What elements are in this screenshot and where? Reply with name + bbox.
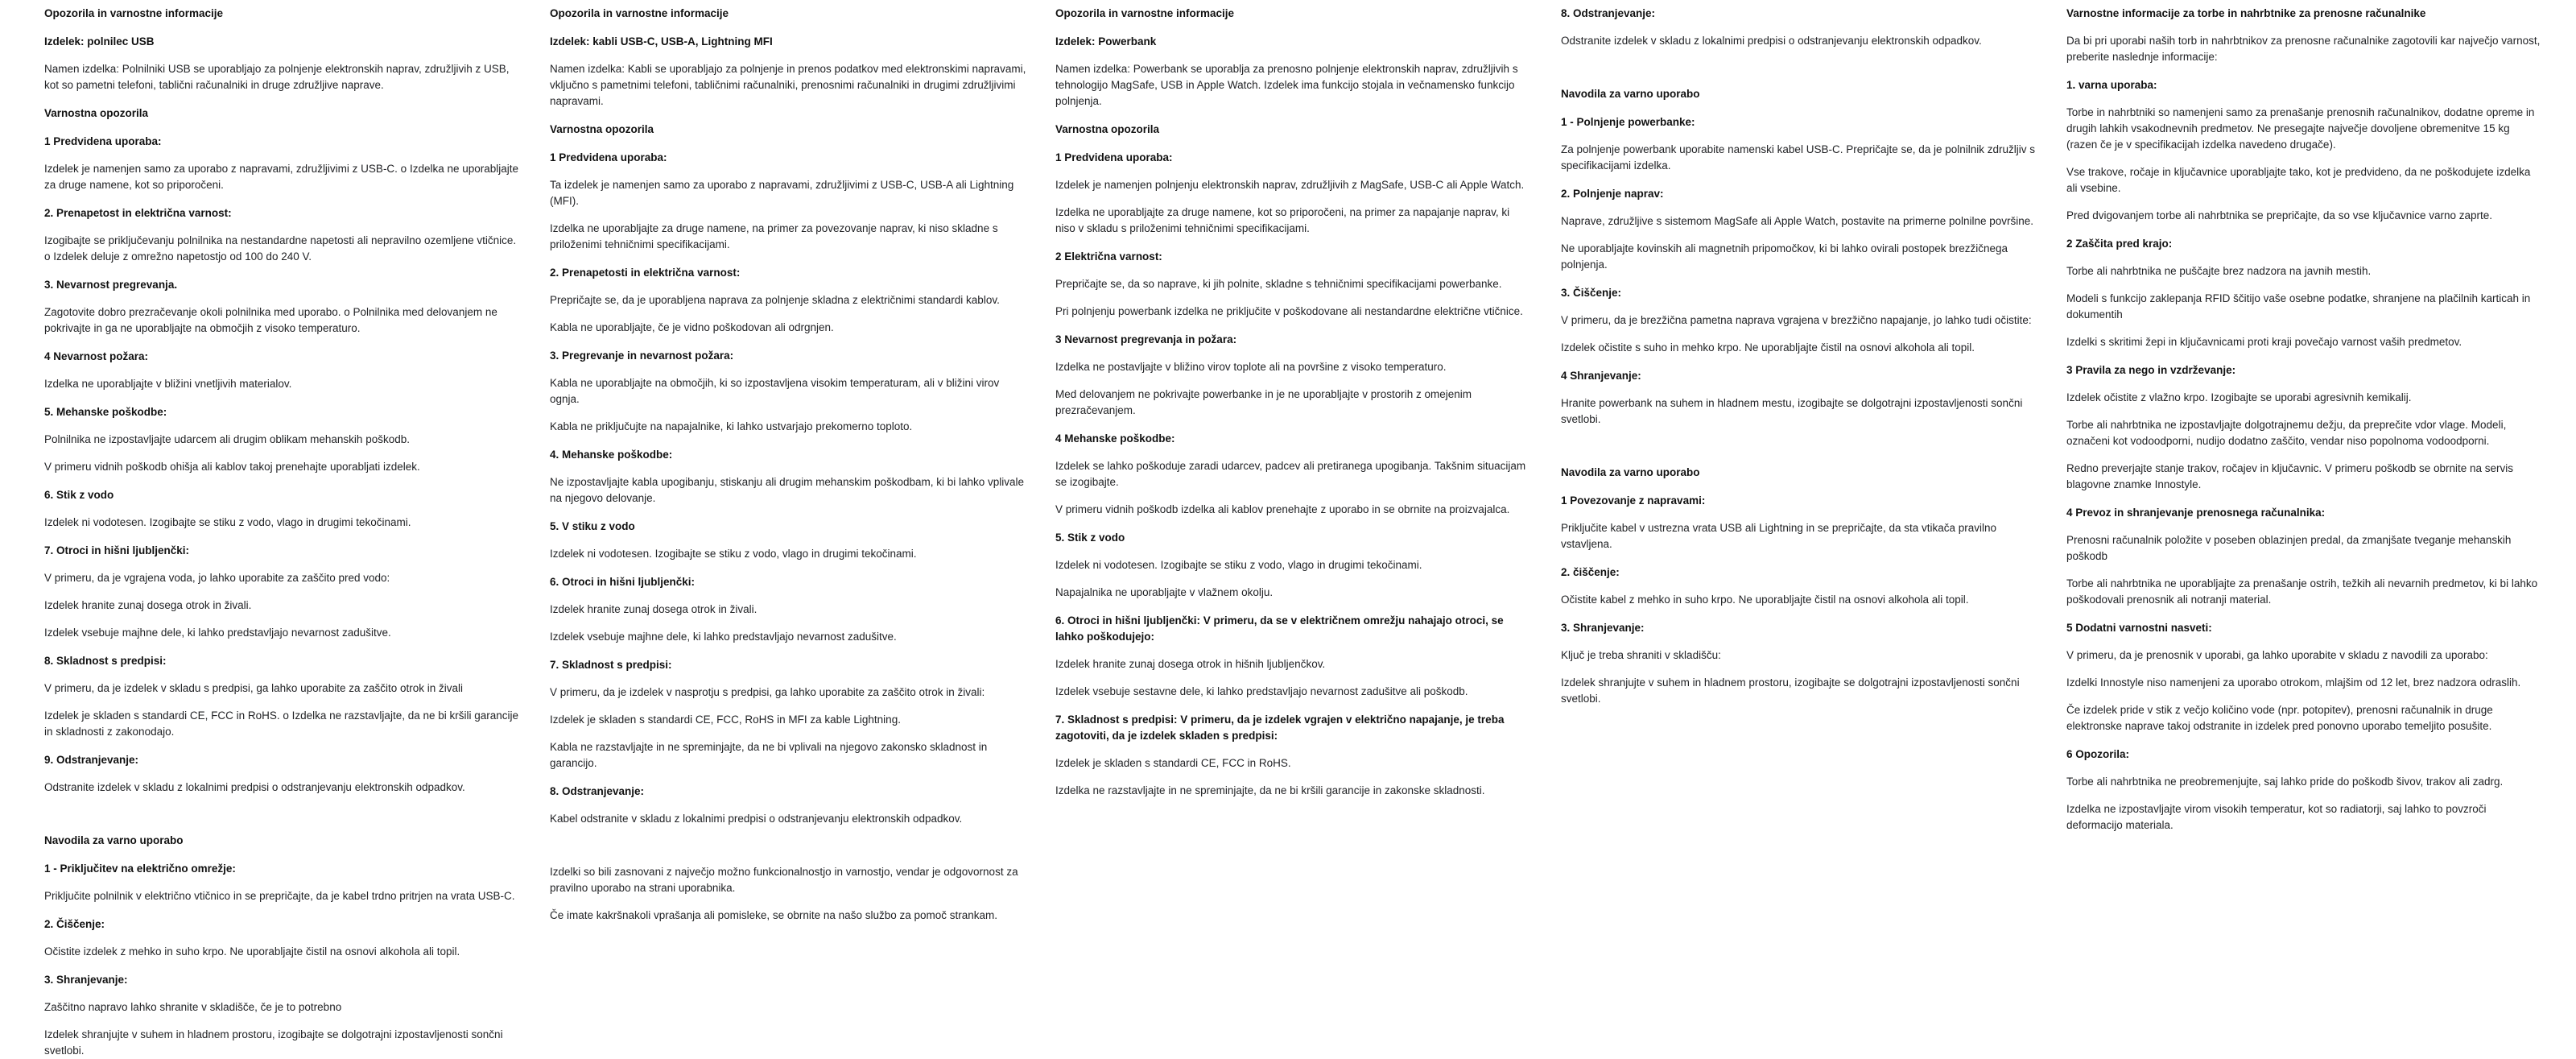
section-heading: 9. Odstranjevanje: xyxy=(44,754,139,766)
section-heading: Navodila za varno uporabo xyxy=(1561,466,1700,478)
section-heading: Varnostna opozorila xyxy=(44,107,149,119)
section-heading: Varnostna opozorila xyxy=(550,123,654,135)
paragraph: Izdelka ne razstavljajte in ne spreminjajte, da ne bi kršili garancije in zakonske skladnosti. xyxy=(1055,784,1485,796)
paragraph: Izdelek vsebuje majhne dele, ki lahko predstavljajo nevarnost zadušitve. xyxy=(550,631,897,643)
document-title: Opozorila in varnostne informacije xyxy=(44,7,224,19)
paragraph: Namen izdelka: Powerbank se uporablja za prenosno polnjenje elektronskih naprav, združljivih s tehnologijo MagSafe, USB in Apple Watch. Izdelek ima funkcijo stojala in večnamensko funkcijo polnjenja. xyxy=(1055,63,1518,107)
paragraph: Za polnjenje powerbank uporabite namenski kabel USB-C. Prepričajte se, da je polnilnik združljiv s specifikacijami izdelka. xyxy=(1561,143,2036,172)
paragraph: Izdelki so bili zasnovani z največjo možno funkcionalnostjo in varnostjo, vendar je odgovornost za pravilno uporabo na strani uporabnika. xyxy=(550,866,1018,894)
section-heading: Navodila za varno uporabo xyxy=(44,834,184,846)
text-column-powerbank-usage-and-cable-usage xyxy=(1561,6,2037,707)
paragraph: Izdelek vsebuje majhne dele, ki lahko predstavljajo nevarnost zadušitve. xyxy=(44,627,391,639)
paragraph: V primeru, da je izdelek v skladu s predpisi, ga lahko uporabite za zaščito otrok in živali xyxy=(44,682,464,694)
section-heading: 6. Otroci in hišni ljubljenčki: xyxy=(550,576,696,588)
paragraph: Če izdelek pride v stik z večjo količino vode (npr. potopitev), prenosni računalnik in druge elektronske naprave takoj odstranite in izdelek pred ponovno uporabo temeljito posušite. xyxy=(2066,704,2493,732)
paragraph: Ne izpostavljajte kabla upogibanju, stiskanju ali drugim mehanskim poškodbam, ki bi lahko vplivale na njegovo delovanje. xyxy=(550,476,1025,504)
paragraph: V primeru, da je brezžična pametna naprava vgrajena v brezžično napajanje, jo lahko tudi očistite: xyxy=(1561,314,2032,326)
section-heading: 1 - Polnjenje powerbanke: xyxy=(1561,116,1695,128)
paragraph: Izdelek je skladen s standardi CE, FCC in RoHS. o Izdelka ne razstavljajte, da ne bi kršili garancije in skladnosti z zakonodajo. xyxy=(44,709,519,738)
paragraph: Pri polnjenju powerbank izdelka ne priključite v poškodovane ali nestandardne električne vtičnice. xyxy=(1055,305,1523,317)
paragraph: Zaščitno napravo lahko shranite v skladišče, če je to potrebno xyxy=(44,1001,342,1013)
section-heading: 4 Nevarnost požara: xyxy=(44,350,149,362)
paragraph: V primeru, da je vgrajena voda, jo lahko uporabite za zaščito pred vodo: xyxy=(44,572,390,584)
paragraph: Kabla ne uporabljajte, če je vidno poškodovan ali odrgnjen. xyxy=(550,321,834,333)
section-heading: 1 Predvidena uporaba: xyxy=(550,151,667,163)
paragraph: Med delovanjem ne pokrivajte powerbanke in je ne uporabljajte v prostorih z omejenim prezračevanjem. xyxy=(1055,388,1472,416)
section-heading: 4 Mehanske poškodbe: xyxy=(1055,432,1175,445)
section-heading: Varnostna opozorila xyxy=(1055,123,1160,135)
section-heading: 5 Dodatni varnostni nasveti: xyxy=(2066,622,2212,634)
text-column-powerbank-warnings xyxy=(1055,6,1532,799)
paragraph: Kabla ne razstavljajte in ne spreminjajte, da ne bi vplivali na njegovo zakonsko skladnost in garancijo. xyxy=(550,741,988,769)
paragraph: Pred dvigovanjem torbe ali nahrbtnika se prepričajte, da so vse ključavnice varno zaprte. xyxy=(2066,209,2493,221)
section-heading: 5. Stik z vodo xyxy=(1055,532,1125,544)
paragraph: Izdelek ni vodotesen. Izogibajte se stiku z vodo, vlago in drugimi tekočinami. xyxy=(44,516,411,528)
section-heading: 3 Pravila za nego in vzdrževanje: xyxy=(2066,364,2236,376)
paragraph: Torbe ali nahrbtnika ne puščajte brez nadzora na javnih mestih. xyxy=(2066,265,2372,277)
paragraph: Izdelek je namenjen samo za uporabo z napravami, združljivimi z USB-C. o Izdelka ne uporabljajte za druge namene, kot so priporočeni. xyxy=(44,163,519,191)
text-column-cables-warnings xyxy=(550,6,1026,924)
paragraph: Namen izdelka: Polnilniki USB se uporabljajo za polnjenje elektronskih naprav, združljivih z USB, kot so pametni telefoni, tablični računalniki in druge združljive naprave. xyxy=(44,63,510,91)
paragraph: Prepričajte se, da je uporabljena naprava za polnjenje skladna z električnimi standardi kablov. xyxy=(550,294,1000,306)
paragraph: Ne uporabljajte kovinskih ali magnetnih pripomočkov, ki bi lahko ovirali postopek brezžičnega polnjenja. xyxy=(1561,242,2008,271)
section-heading: 6 Opozorila: xyxy=(2066,748,2130,760)
section-heading: 7. Skladnost s predpisi: xyxy=(550,659,672,671)
paragraph: Namen izdelka: Kabli se uporabljajo za polnjenje in prenos podatkov med elektronskimi napravami, vključno s pametnimi telefoni, tabličnimi računalniki, prenosnimi računalniki in drugimi združljivimi napravami. xyxy=(550,63,1026,107)
paragraph: Izdelki Innostyle niso namenjeni za uporabo otrokom, mlajšim od 12 let, brez nadzora odraslih. xyxy=(2066,676,2521,689)
paragraph: Priključite kabel v ustrezna vrata USB ali Lightning in se prepričajte, da sta vtikača pravilno vstavljena. xyxy=(1561,522,1997,550)
paragraph: Prenosni računalnik položite v poseben oblazinjen predal, da zmanjšate tveganje mehanskih poškodb xyxy=(2066,534,2512,562)
paragraph: Da bi pri uporabi naših torb in nahrbtnikov za prenosne računalnike zagotovili kar največjo varnost, preberite naslednje informacije: xyxy=(2066,35,2541,63)
paragraph: Torbe ali nahrbtnika ne uporabljajte za prenašanje ostrih, težkih ali nevarnih predmetov, ki bi lahko poškodovali prenosnik ali notranji material. xyxy=(2066,577,2538,606)
section-heading: 5. V stiku z vodo xyxy=(550,520,635,532)
paragraph: Kabel odstranite v skladu z lokalnimi predpisi o odstranjevanju elektronskih odpadkov. xyxy=(550,813,963,825)
section-heading: 3. Čiščenje: xyxy=(1561,287,1622,299)
paragraph: Odstranite izdelek v skladu z lokalnimi predpisi o odstranjevanju elektronskih odpadkov. xyxy=(1561,35,1982,47)
document-title: Opozorila in varnostne informacije xyxy=(1055,7,1235,19)
section-heading: 4. Mehanske poškodbe: xyxy=(550,449,673,461)
paragraph: Kabla ne priključujte na napajalnike, ki lahko ustvarjajo prekomerno toploto. xyxy=(550,420,913,432)
paragraph: Očistite kabel z mehko in suho krpo. Ne uporabljajte čistil na osnovi alkohola ali topil. xyxy=(1561,594,1969,606)
paragraph: Odstranite izdelek v skladu z lokalnimi predpisi o odstranjevanju elektronskih odpadkov. xyxy=(44,781,465,793)
paragraph: Izdelek je skladen s standardi CE, FCC in RoHS. xyxy=(1055,757,1291,769)
paragraph: Hranite powerbank na suhem in hladnem mestu, izogibajte se dolgotrajni izpostavljenosti sončni svetlobi. xyxy=(1561,397,2023,425)
paragraph: Izdelka ne uporabljajte za druge namene, kot so priporočeni, na primer za napajanje naprav, ki niso v skladu s priloženimi tehničnimi specifikacijami. xyxy=(1055,206,1510,234)
section-heading: 2. Prenapetosti in električna varnost: xyxy=(550,267,741,279)
section-heading: Izdelek: polnilec USB xyxy=(44,35,155,48)
paragraph: Priključite polnilnik v električno vtičnico in se prepričajte, da je kabel trdno pritrjen na vrata USB-C. xyxy=(44,890,515,902)
paragraph: Ključ je treba shraniti v skladišču: xyxy=(1561,649,1721,661)
paragraph: Izdelek shranjujte v suhem in hladnem prostoru, izogibajte se dolgotrajni izpostavljenosti sončni svetlobi. xyxy=(44,1028,503,1057)
paragraph: Napajalnika ne uporabljajte v vlažnem okolju. xyxy=(1055,586,1274,598)
paragraph: Izdelek ni vodotesen. Izogibajte se stiku z vodo, vlago in drugimi tekočinami. xyxy=(550,548,917,560)
paragraph: Torbe in nahrbtniki so namenjeni samo za prenašanje prenosnih računalnikov, dodatne opreme in drugih lahkih vsakodnevnih predmetov. Ne presegajte največje dovoljene obremenitve 15 kg (razen če je v specifikacijah izdelka navedeno drugače). xyxy=(2066,106,2535,151)
section-heading: 8. Odstranjevanje: xyxy=(550,785,645,797)
paragraph: Izdelek vsebuje sestavne dele, ki lahko predstavljajo nevarnost zadušitve ali poškodb. xyxy=(1055,685,1468,697)
section-heading: Navodila za varno uporabo xyxy=(1561,88,1700,100)
paragraph: V primeru, da je izdelek v nasprotju s predpisi, ga lahko uporabite za zaščito otrok in živali: xyxy=(550,686,985,698)
section-heading: 2. čiščenje: xyxy=(1561,566,1620,578)
section-heading: 3. Shranjevanje: xyxy=(44,974,128,986)
section-heading: 4 Shranjevanje: xyxy=(1561,370,1641,382)
paragraph: Torbe ali nahrbtnika ne izpostavljajte dolgotrajnemu dežju, da preprečite vdor vlage. Modeli, označeni kot vodoodporni, nudijo dodatno zaščito, vendar niso popolnoma vodoodporni. xyxy=(2066,419,2507,447)
paragraph: Vse trakove, ročaje in ključavnice uporabljajte tako, kot je predvideno, da ne poškodujete izdelka ali vsebine. xyxy=(2066,166,2531,194)
section-heading: Izdelek: Powerbank xyxy=(1055,35,1157,48)
paragraph: Izdelek je skladen s standardi CE, FCC, RoHS in MFI za kable Lightning. xyxy=(550,714,901,726)
paragraph: Očistite izdelek z mehko in suho krpo. Ne uporabljajte čistil na osnovi alkohola ali topil. xyxy=(44,945,460,958)
text-column-usb-charger-warnings xyxy=(44,6,521,1059)
section-heading: 6. Otroci in hišni ljubljenčki: V primeru, da se v električnem omrežju nahajajo otroci, se lahko poškodujejo: xyxy=(1055,614,1504,643)
paragraph: Izdelek ni vodotesen. Izogibajte se stiku z vodo, vlago in drugimi tekočinami. xyxy=(1055,559,1422,571)
paragraph: Če imate kakršnakoli vprašanja ali pomisleke, se obrnite na našo službo za pomoč strankam. xyxy=(550,909,998,921)
paragraph: Zagotovite dobro prezračevanje okoli polnilnika med uporabo. o Polnilnika med delovanjem ne pokrivajte in ga ne uporabljajte na območjih z visoko temperaturo. xyxy=(44,306,497,334)
paragraph: Polnilnika ne izpostavljajte udarcem ali drugim oblikam mehanskih poškodb. xyxy=(44,433,410,445)
paragraph: Izdelki s skritimi žepi in ključavnicami proti kraji povečajo varnost vaših predmetov. xyxy=(2066,336,2462,348)
section-heading: 7. Otroci in hišni ljubljenčki: xyxy=(44,544,190,556)
paragraph: V primeru, da je prenosnik v uporabi, ga lahko uporabite v skladu z navodili za uporabo: xyxy=(2066,649,2488,661)
paragraph: Izdelka ne uporabljajte v bližini vnetljivih materialov. xyxy=(44,378,292,390)
section-heading: 5. Mehanske poškodbe: xyxy=(44,406,167,418)
section-heading: 1 Predvidena uporaba: xyxy=(44,135,162,147)
section-heading: 3 Nevarnost pregrevanja in požara: xyxy=(1055,333,1237,345)
paragraph: Redno preverjajte stanje trakov, ročajev in ključavnic. V primeru poškodb se obrnite na servis blagovne znamke Innostyle. xyxy=(2066,462,2514,490)
section-heading: 2. Polnjenje naprav: xyxy=(1561,188,1664,200)
paragraph: Modeli s funkcijo zaklepanja RFID ščitijo vaše osebne podatke, shranjene na plačilnih karticah in dokumentih xyxy=(2066,292,2531,321)
section-heading: 4 Prevoz in shranjevanje prenosnega računalnika: xyxy=(2066,507,2326,519)
section-heading: 2 Električna varnost: xyxy=(1055,250,1162,263)
paragraph: Izdelka ne izpostavljajte virom visokih temperatur, kot so radiatorji, saj lahko to povzroči deformacijo materiala. xyxy=(2066,803,2487,831)
paragraph: Izdelek očistite z vlažno krpo. Izogibajte se uporabi agresivnih kemikalij. xyxy=(2066,391,2412,403)
paragraph: Torbe ali nahrbtnika ne preobremenjujte, saj lahko pride do poškodb šivov, trakov ali zadrg. xyxy=(2066,776,2504,788)
section-heading: 1. varna uporaba: xyxy=(2066,79,2157,91)
paragraph: Izdelka ne postavljajte v bližino virov toplote ali na površine z visoko temperaturo. xyxy=(1055,361,1447,373)
paragraph: Izdelka ne uporabljajte za druge namene, na primer za povezovanje naprav, ki niso skladne s priloženimi tehničnimi specifikacijami. xyxy=(550,222,998,250)
paragraph: Izdelek hranite zunaj dosega otrok in hišnih ljubljenčkov. xyxy=(1055,658,1326,670)
paragraph: Izdelek se lahko poškoduje zaradi udarcev, padcev ali pretiranega upogibanja. Takšnim situacijam se izogibajte. xyxy=(1055,460,1526,488)
section-heading: 1 Predvidena uporaba: xyxy=(1055,151,1173,163)
section-heading: 3. Shranjevanje: xyxy=(1561,622,1645,634)
paragraph: Izogibajte se priključevanju polnilnika na nestandardne napetosti ali nepravilno ozemljene vtičnice. o Izdelek deluje z omrežno napetostjo od 100 do 240 V. xyxy=(44,234,517,263)
paragraph: Kabla ne uporabljajte na območjih, ki so izpostavljena visokim temperaturam, ali v bližini virov ognja. xyxy=(550,377,1000,405)
paragraph: V primeru vidnih poškodb ohišja ali kablov takoj prenehajte uporabljati izdelek. xyxy=(44,461,420,473)
document-title: Opozorila in varnostne informacije xyxy=(550,7,729,19)
section-heading: 3. Nevarnost pregrevanja. xyxy=(44,279,178,291)
section-heading: 6. Stik z vodo xyxy=(44,489,114,501)
section-heading: 8. Skladnost s predpisi: xyxy=(44,655,167,667)
section-heading: Izdelek: kabli USB-C, USB-A, Lightning MFI xyxy=(550,35,773,48)
section-heading: 7. Skladnost s predpisi: V primeru, da je izdelek vgrajen v električno napajanje, je treba zagotoviti, da je izdelek skladen s predpisi: xyxy=(1055,714,1505,742)
paragraph: Izdelek hranite zunaj dosega otrok in živali. xyxy=(550,603,758,615)
section-heading: 2. Čiščenje: xyxy=(44,918,105,930)
paragraph: Prepričajte se, da so naprave, ki jih polnite, skladne s tehničnimi specifikacijami powerbanke. xyxy=(1055,278,1502,290)
section-heading: 8. Odstranjevanje: xyxy=(1561,7,1656,19)
section-heading: 3. Pregrevanje in nevarnost požara: xyxy=(550,350,734,362)
document-title: Varnostne informacije za torbe in nahrbtnike za prenosne računalnike xyxy=(2066,7,2426,19)
paragraph: Naprave, združljive s sistemom MagSafe ali Apple Watch, postavite na primerne polnilne površine. xyxy=(1561,215,2034,227)
paragraph: Ta izdelek je namenjen samo za uporabo z napravami, združljivimi z USB-C, USB-A ali Lightning (MFI). xyxy=(550,179,1014,207)
section-heading: 1 - Priključitev na električno omrežje: xyxy=(44,863,236,875)
paragraph: Izdelek je namenjen polnjenju elektronskih naprav, združljivih z MagSafe, USB-C ali Apple Watch. xyxy=(1055,179,1525,191)
text-column-laptop-bags-safety xyxy=(2066,6,2543,834)
paragraph: V primeru vidnih poškodb izdelka ali kablov prenehajte z uporabo in se obrnite na proizvajalca. xyxy=(1055,503,1510,515)
section-heading: 2. Prenapetost in električna varnost: xyxy=(44,207,232,219)
section-heading: 2 Zaščita pred krajo: xyxy=(2066,238,2173,250)
paragraph: Izdelek očistite s suho in mehko krpo. Ne uporabljajte čistil na osnovi alkohola ali topil. xyxy=(1561,341,1975,354)
paragraph: Izdelek hranite zunaj dosega otrok in živali. xyxy=(44,599,252,611)
section-heading: 1 Povezovanje z napravami: xyxy=(1561,494,1706,507)
paragraph: Izdelek shranjujte v suhem in hladnem prostoru, izogibajte se dolgotrajni izpostavljenosti sončni svetlobi. xyxy=(1561,676,2020,705)
